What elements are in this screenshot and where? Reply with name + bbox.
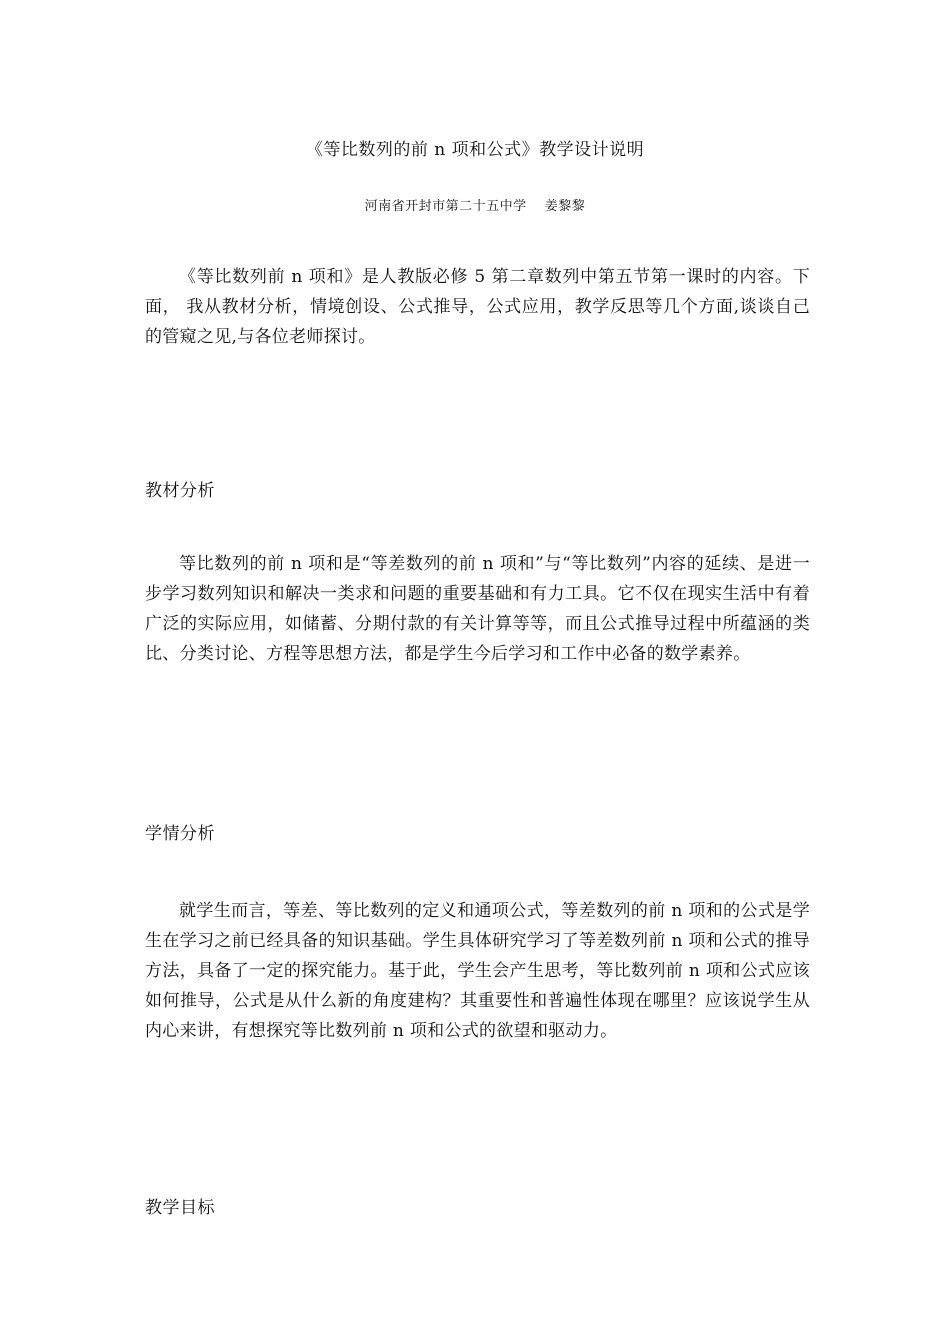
section-body-textbook-analysis: 等比数列的前 n 项和是“等差数列的前 n 项和”与“等比数列”内容的延续、是进一步学习数列知识和解决一类求和问题的重要基础和有力工具。它不仅在现实生活中有着广泛的实际应用，如储蓄、分期付款的有关计算等等，而且公式推导过程中所蕴涵的类比、分类讨论、方程等思想方法，都是学生今后学习和工作中必备的数学素养。 — [145, 554, 810, 664]
intro-paragraph: 《等比数列前 n 项和》是人教版必修 5 第二章数列中第五节第一课时的内容。下面， 我从教材分析，情境创设、公式推导，公式应用，教学反思等几个方面,谈谈自己的管窥之见,与各位老师探讨。 — [145, 267, 810, 347]
section-body-student-analysis: 就学生而言，等差、等比数列的定义和通项公式，等差数列的前 n 项和的公式是学生在学习之前已经具备的知识基础。学生具体研究学习了等差数列前 n 项和公式的推导方法，具备了一定的探究能力。基于此，学生会产生思考，等比数列前 n 项和公式应该如何推导，公式是从什么新的角度建构？其重要性和普遍性体现在哪里？应该说学生从内心来讲，有想探究等比数列前 n 项和公式的欲望和驱动力。 — [145, 901, 810, 1041]
section-heading-textbook-analysis: 教材分析 — [145, 481, 215, 501]
document-title: 《等比数列的前 n 项和公式》教学设计说明 — [305, 140, 645, 160]
section-heading-student-analysis: 学情分析 — [145, 824, 215, 844]
author-line: 河南省开封市第二十五中学 姜黎黎 — [364, 199, 586, 214]
section-heading-teaching-goals: 教学目标 — [145, 1198, 215, 1218]
